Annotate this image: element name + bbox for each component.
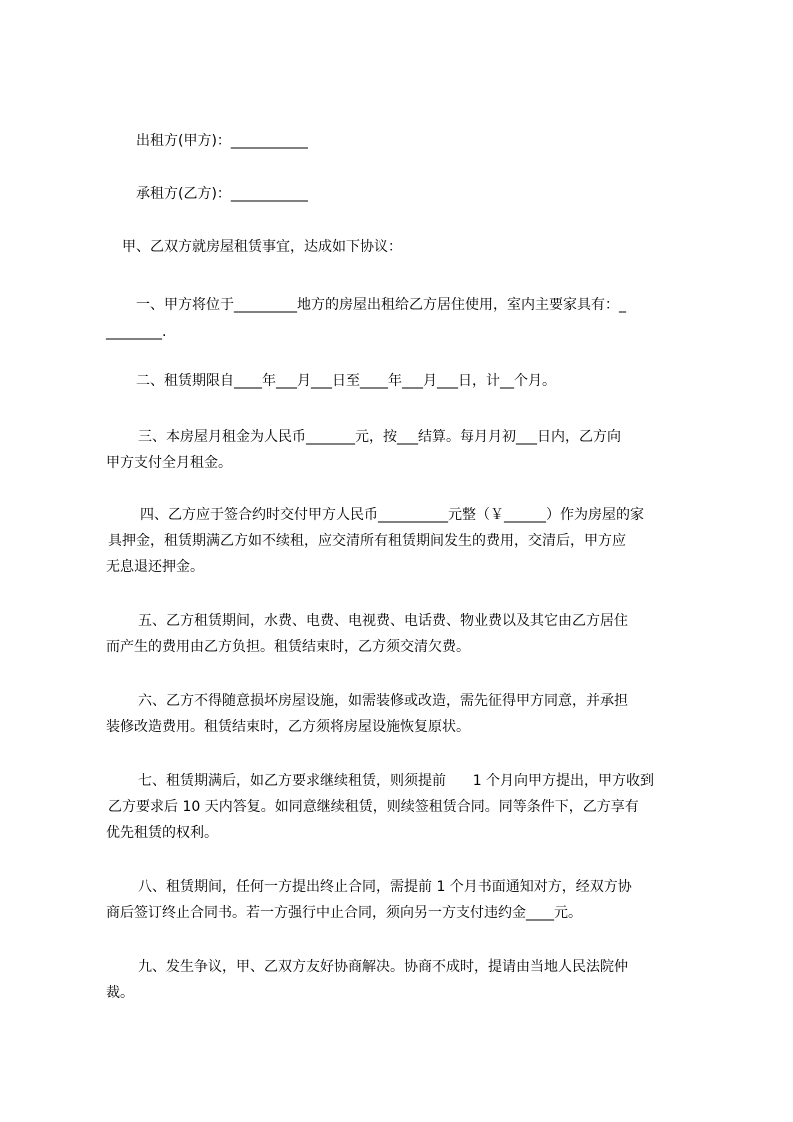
clause-4-text-3: 无息退还押金。	[106, 559, 204, 575]
clause-7-text-1: 七、租赁期满后，如乙方要求继续租赁，则须提前 1 个月向甲方提出，甲方收到	[138, 773, 655, 789]
intro-line	[0, 236, 793, 258]
clause-3-text-1: 三、本房屋月租金为人民币_______元，按___结算。每月月初___日内，乙方向	[138, 429, 621, 445]
clause-5-line-2	[0, 636, 793, 658]
lessee-line	[0, 183, 793, 205]
clause-5-line-1	[0, 610, 793, 632]
lessor-line	[0, 130, 793, 152]
lessor-text: 出租方(甲方)：___________	[136, 133, 308, 149]
clause-9-line-2	[0, 982, 793, 1004]
clause-3-line-1	[0, 426, 793, 448]
clause-8-text-2: 商后签订终止合同书。若一方强行中止合同，须向另一方支付违约金____元。	[106, 905, 582, 921]
clause-1-text-2: ________.	[106, 324, 167, 340]
lessee-text: 承租方(乙方)：___________	[136, 186, 308, 202]
clause-6-line-1	[0, 690, 793, 712]
clause-7-text-2: 乙方要求后 10 天内答复。如同意继续租赁，则续签租赁合同。同等条件下，乙方享有	[108, 799, 639, 815]
clause-3-text-2: 甲方支付全月租金。	[106, 455, 232, 471]
clause-8-line-2	[0, 902, 793, 924]
clause-2-text-1: 二、租赁期限自____年___月___日至____年___月___日，计__个月。	[136, 373, 556, 389]
clause-6-text-1: 六、乙方不得随意损坏房屋设施，如需装修或改造，需先征得甲方同意，并承担	[138, 693, 628, 709]
clause-3-line-2	[0, 452, 793, 474]
clause-9-text-2: 裁。	[106, 985, 134, 1001]
clause-6-line-2	[0, 716, 793, 738]
clause-5-text-2: 而产生的费用由乙方负担。租赁结束时，乙方须交清欠费。	[106, 639, 470, 655]
clause-4-line-3	[0, 556, 793, 578]
intro-text: 甲、乙双方就房屋租赁事宜，达成如下协议：	[122, 239, 402, 255]
clause-4-text-2: 具押金，租赁期满乙方如不续租，应交清所有租赁期间发生的费用，交清后，甲方应	[108, 533, 626, 549]
clause-9-line-1	[0, 956, 793, 978]
clause-7-line-3	[0, 822, 793, 844]
clause-9-text-1: 九、发生争议，甲、乙双方友好协商解决。协商不成时，提请由当地人民法院仲	[138, 959, 628, 975]
clause-5-text-1: 五、乙方租赁期间，水费、电费、电视费、电话费、物业费以及其它由乙方居住	[138, 613, 628, 629]
clause-6-text-2: 装修改造费用。租赁结束时，乙方须将房屋设施恢复原状。	[106, 719, 470, 735]
clause-8-line-1	[0, 876, 793, 898]
clause-8-text-1: 八、租赁期间，任何一方提出终止合同，需提前 1 个月书面通知对方，经双方协	[138, 879, 632, 895]
clause-4-line-1	[0, 504, 793, 526]
clause-7-line-1	[0, 770, 793, 792]
clause-2-line-1	[0, 370, 793, 392]
clause-4-line-2	[0, 530, 793, 552]
clause-7-text-3: 优先租赁的权利。	[106, 825, 218, 841]
clause-7-line-2	[0, 796, 793, 818]
clause-1-line-2	[0, 321, 793, 343]
clause-1-text-1: 一、甲方将位于_________地方的房屋出租给乙方居住使用，室内主要家具有：_	[136, 297, 626, 313]
clause-4-text-1: 四、乙方应于签合约时交付甲方人民币__________元整（￥______）作为房屋的家	[140, 507, 644, 523]
clause-1-line-1	[0, 294, 793, 316]
